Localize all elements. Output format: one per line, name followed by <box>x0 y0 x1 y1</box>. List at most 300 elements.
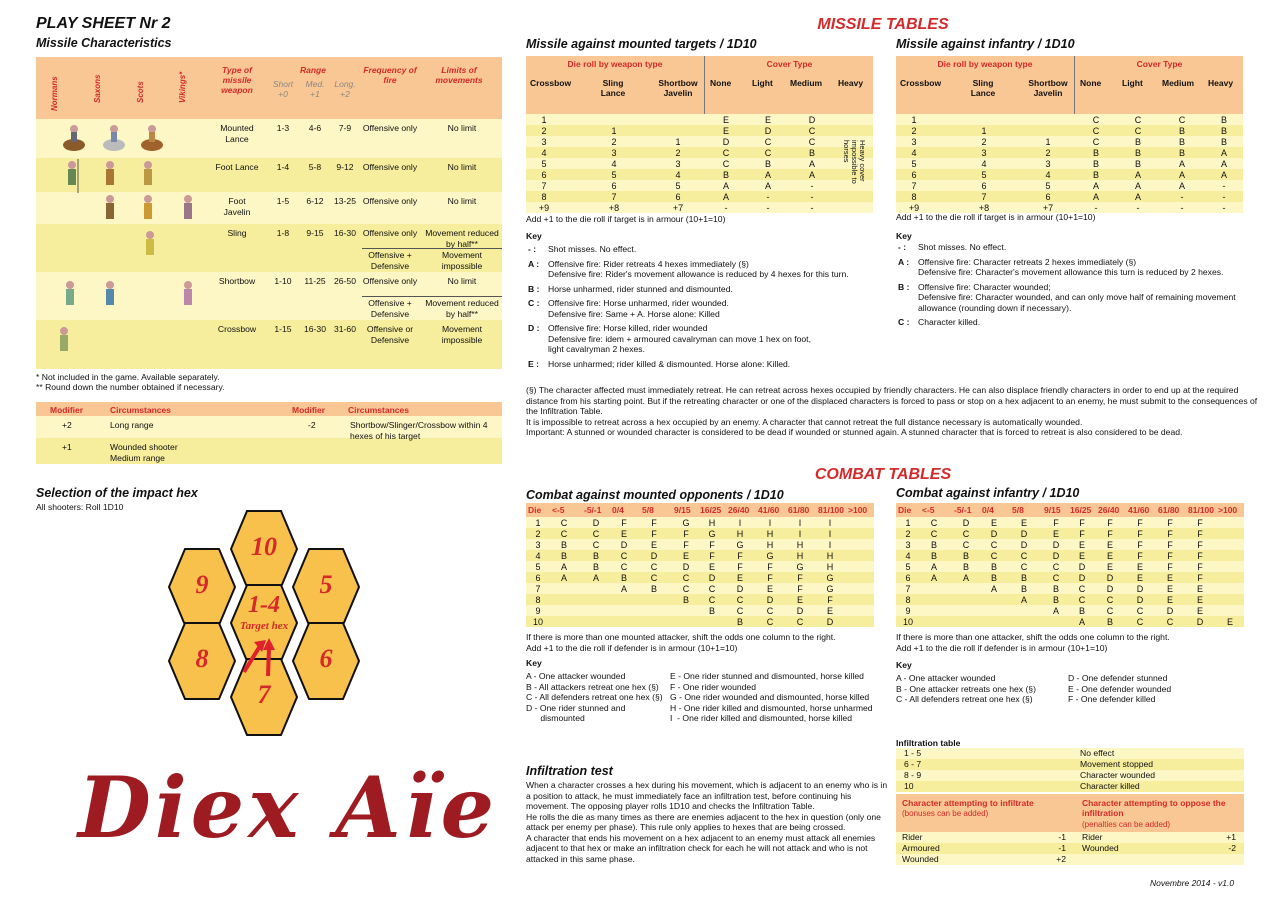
infiltrator-mod-value: -1 <box>1058 843 1066 853</box>
table-cell: - <box>1094 203 1098 213</box>
table-cell: 5 <box>905 562 911 572</box>
table-row <box>896 843 1244 854</box>
table-cell: E <box>1196 606 1203 616</box>
table-cell: A <box>560 573 567 583</box>
table-row <box>896 854 1244 865</box>
mod-circ: Wounded shooter Medium range <box>110 442 178 463</box>
impact-hex-diagram <box>160 510 370 732</box>
infiltration-table <box>896 748 1244 866</box>
column-header: 9/15 <box>674 505 691 515</box>
saxon-archer-figure <box>102 279 118 313</box>
movement-limit: No limit <box>447 196 477 206</box>
table-cell: E <box>1166 595 1173 605</box>
table-cell: D <box>1052 540 1060 550</box>
table-cell: 4 <box>611 159 617 169</box>
table-cell: 2 <box>981 137 987 147</box>
table-cell: +8 <box>608 203 620 213</box>
table-cell: 2 <box>611 137 617 147</box>
table-cell: G <box>766 551 774 561</box>
key-text: light cavalryman 2 hexes. <box>548 344 645 354</box>
table-cell: F <box>1197 540 1203 550</box>
range-med: 4-6 <box>308 123 322 133</box>
range-short: 1-15 <box>274 324 292 334</box>
table-cell: G <box>682 518 690 528</box>
key-text: Offensive fire: Character retreats 2 hexes immediately (§) <box>918 256 1137 267</box>
table-cell: D <box>1052 551 1060 561</box>
table-cell: C <box>1052 562 1060 572</box>
range-long: 16-30 <box>334 228 356 238</box>
col-medium: Medium <box>1162 78 1195 88</box>
table-cell: E <box>990 518 997 528</box>
infiltration-roll: 6 - 7 <box>904 759 922 769</box>
infiltration-paragraph: He rolls the die as many times as there are enemies adjacent to the hex in question (only one attack per enemy per phase). This rule only applies to hexes that are being crossed. <box>526 811 881 832</box>
key-letter: B : <box>898 281 910 292</box>
col-medium: Medium <box>790 78 823 88</box>
column-header: Die <box>898 505 912 515</box>
table-cell: A <box>1020 595 1027 605</box>
table-cell: 4 <box>541 148 547 158</box>
table-cell: 2 <box>1045 148 1051 158</box>
table-cell: F <box>797 573 803 583</box>
range-med: 6-12 <box>306 196 324 206</box>
table-cell: D <box>708 573 716 583</box>
table-cell: - <box>724 203 728 213</box>
table-cell: B <box>1220 137 1227 147</box>
saxon-javelin-figure <box>102 193 118 227</box>
table-cell: E <box>1136 562 1143 572</box>
table-cell: A <box>1134 192 1141 202</box>
table-cell: A <box>722 192 729 202</box>
column-header: Die <box>528 505 542 515</box>
table-cell: A <box>764 181 771 191</box>
table-cell: G <box>826 584 834 594</box>
table-cell: C <box>708 595 716 605</box>
col-crossbow: Crossbow <box>530 78 572 88</box>
range-short: 1-3 <box>276 123 290 133</box>
direction-arrows-icon <box>238 632 288 676</box>
weapon-name: Foot Lance <box>215 162 259 172</box>
table-cell: C <box>1020 551 1028 561</box>
opposer-mod-value: +1 <box>1226 832 1236 842</box>
table-cell: B <box>560 551 567 561</box>
table-cell: C <box>930 518 938 528</box>
table-cell: B <box>722 170 729 180</box>
table-cell: 3 <box>541 137 547 147</box>
table-cell: C <box>620 562 628 572</box>
table-cell: D <box>1020 540 1028 550</box>
table-cell: D <box>962 518 970 528</box>
table-cell: D <box>1196 617 1204 627</box>
col-long: Long. +2 <box>334 79 356 99</box>
page-title: PLAY SHEET Nr 2 <box>36 15 171 32</box>
table-cell: C <box>560 518 568 528</box>
table-cell: B <box>1052 584 1059 594</box>
key-text: F - One defender killed <box>1068 694 1156 704</box>
range-med: 5-8 <box>308 162 322 172</box>
table-cell: F <box>651 518 657 528</box>
col-normans: Normans <box>50 76 59 111</box>
version-footer: Novembre 2014 - v1.0 <box>1150 878 1235 888</box>
table-cell: D <box>808 115 816 125</box>
table-cell: 3 <box>675 159 681 169</box>
circ-head-2: Circumstances <box>348 405 409 415</box>
movement-limit: No limit <box>447 162 477 172</box>
norman-archer-figure <box>62 279 78 313</box>
column-header: 16/25 <box>1070 505 1092 515</box>
table-cell: C <box>592 529 600 539</box>
table-cell: G <box>736 540 744 550</box>
mod-head-2: Modifier <box>292 405 326 415</box>
table-cell: A <box>620 584 627 594</box>
table-cell: A <box>930 573 937 583</box>
hex-5: 5 <box>292 548 360 626</box>
table-cell: 8 <box>541 192 547 202</box>
table-cell: H <box>736 529 744 539</box>
table-cell: B <box>930 540 937 550</box>
key-text: C - All defenders retreat one hex (§) <box>526 692 663 702</box>
table-cell: B <box>1078 606 1085 616</box>
table-cell: C <box>808 126 816 136</box>
table-cell: 5 <box>911 159 917 169</box>
key-letter: C : <box>898 317 910 327</box>
fire-frequency: Offensive + Defensive <box>368 250 412 271</box>
table-cell: D <box>1106 584 1114 594</box>
table-cell: B <box>1134 159 1141 169</box>
rule-paragraph: (§) The character affected must immediately retreat. He can retreat across hexes occupied by friendly characters. He can also displace friendly characters in order to end up at the required distance from his starting point. But if the retreating character or one of the displaced characters is forced to pass or stop on a hex adjacent to an enemy, he must submit to the consequences of the Infiltration Table. <box>526 385 1258 416</box>
table-cell: B <box>708 606 715 616</box>
table-cell: 7 <box>905 584 911 594</box>
missile-characteristics-table <box>36 57 502 369</box>
table-cell: I <box>798 529 802 539</box>
range-short: 1-8 <box>276 228 290 238</box>
combat-infantry-key-left <box>896 673 1066 705</box>
infiltration-roll: 1 - 5 <box>904 748 922 758</box>
column-header: 26/40 <box>1098 505 1120 515</box>
target-hex-label: Target hex <box>239 620 289 632</box>
table-cell: A <box>1178 181 1185 191</box>
col-light: Light <box>1122 78 1143 88</box>
col-sling: Sling Lance <box>970 78 996 98</box>
table-cell: F <box>1167 540 1173 550</box>
table-cell: 8 <box>905 595 911 605</box>
combat-mounted-key-left <box>526 671 666 724</box>
table-cell: I <box>828 540 832 550</box>
table-row <box>896 759 1244 770</box>
table-cell: B <box>1220 126 1227 136</box>
table-cell: B <box>808 148 815 158</box>
table-cell: B <box>764 159 771 169</box>
movement-limit: Movement reduced by half** <box>425 228 499 249</box>
table-cell: 1 <box>535 518 541 528</box>
missile-tables-title: MISSILE TABLES <box>817 16 949 33</box>
table-cell: C <box>796 617 804 627</box>
table-cell: B <box>930 551 937 561</box>
key-letter: D : <box>528 323 540 333</box>
col-freq: Frequency of fire <box>363 65 417 85</box>
table-cell: H <box>796 540 804 550</box>
table-cell: B <box>1220 115 1227 125</box>
col-shortbow: Shortbow Javelin <box>1028 78 1068 98</box>
table-cell: D <box>650 551 658 561</box>
key-label: Key <box>526 658 542 668</box>
table-cell: E <box>722 126 729 136</box>
fire-frequency: Offensive or Defensive <box>366 324 414 345</box>
table-cell: 1 <box>541 115 547 125</box>
table-cell: F <box>1197 518 1203 528</box>
range-long: 13-25 <box>334 196 356 206</box>
table-cell: F <box>621 518 627 528</box>
table-cell: A <box>808 159 815 169</box>
table-cell: G <box>826 573 834 583</box>
table-cell: 3 <box>911 137 917 147</box>
table-cell: B <box>990 573 997 583</box>
table-cell: B <box>962 562 969 572</box>
mod-value: +2 <box>62 420 72 430</box>
movement-limit: No limit <box>447 123 477 133</box>
mod-circ: Shortbow/Slinger/Crossbow within 4 hexes of his target <box>350 420 488 441</box>
table-cell: H <box>826 562 834 572</box>
key-text: Horse unharmed; rider killed & dismounted. Horse alone: Killed. <box>548 358 791 369</box>
infiltrator-mod-name: Wounded <box>902 854 939 864</box>
infiltration-result: Character killed <box>1080 781 1140 791</box>
table-cell: F <box>1167 518 1173 528</box>
table-cell: C <box>1020 562 1028 572</box>
combat-infantry-note-2: Add +1 to the die roll if defender is in armour (10+1=10) <box>896 643 1108 653</box>
opposer-mod-name: Rider <box>1082 832 1103 842</box>
table-cell: A <box>1220 148 1227 158</box>
table-cell: 2 <box>535 529 541 539</box>
infiltration-paragraph: When a character crosses a hex during his movement, which is adjacent to an enemy who is in a position to attack, he must immediately face an infiltration test, before continuing his movement. The opposing player rolls 1D10 and checks the Infiltration Table. <box>526 780 888 811</box>
table-cell: I <box>828 518 832 528</box>
table-cell: C <box>962 540 970 550</box>
table-cell: E <box>1196 584 1203 594</box>
key-text: Horse unharmed, rider stunned and dismounted. <box>548 283 733 294</box>
table-cell: A <box>962 573 969 583</box>
table-cell: A <box>764 170 771 180</box>
key-text: I - One rider killed and dismounted, horse killed <box>670 713 852 723</box>
table-cell: H <box>708 518 716 528</box>
rule-paragraph: Important: A stunned or wounded character is considered to be dead if wounded or stunned again. A stunned character that is forced to retreat is also considered to be dead. <box>526 427 1183 437</box>
table-cell: D <box>592 518 600 528</box>
saxon-cavalry-figure <box>102 121 118 155</box>
table-cell: D <box>764 126 772 136</box>
retreat-rules <box>526 385 1258 438</box>
opposer-mod-name: Wounded <box>1082 843 1119 853</box>
key-text: B - One attacker retreats one hex (§) <box>896 683 1036 694</box>
table-cell: E <box>708 562 715 572</box>
mod-value: +1 <box>62 442 72 452</box>
key-text: H - One rider killed and dismounted, horse unharmed <box>670 702 873 713</box>
table-cell: E <box>1166 573 1173 583</box>
table-cell: E <box>1106 540 1113 550</box>
table-cell: 1 <box>981 126 987 136</box>
col-saxons: Saxons <box>93 74 102 103</box>
table-cell: E <box>1226 617 1233 627</box>
table-cell: A <box>1134 181 1141 191</box>
table-cell: F <box>767 573 773 583</box>
table-cell: B <box>962 551 969 561</box>
weapon-name: Crossbow <box>217 324 257 334</box>
infiltrator-sub: (bonuses can be added) <box>902 809 989 818</box>
table-cell: 10 <box>532 617 543 627</box>
table-cell: C <box>990 551 998 561</box>
key-text: allowance (rounding down if necessary). <box>918 302 1072 313</box>
combat-mounted-note-1: If there is more than one mounted attacker, shift the odds one column to the right. <box>526 632 836 642</box>
table-cell: A <box>560 562 567 572</box>
fire-frequency: Offensive + Defensive <box>368 298 412 319</box>
armour-note: Add +1 to the die roll if target is in armour (10+1=10) <box>896 212 1096 222</box>
col-vikings: Vikings* <box>178 71 187 103</box>
impact-hex-subtitle: All shooters: Roll 1D10 <box>36 502 124 512</box>
table-cell: 5 <box>1045 181 1051 191</box>
table-cell: E <box>826 606 833 616</box>
table-cell: E <box>620 529 627 539</box>
hex-8: 8 <box>168 622 236 700</box>
table-cell: 4 <box>1045 170 1051 180</box>
table-cell: F <box>1137 551 1143 561</box>
table-cell: 3 <box>1045 159 1051 169</box>
infiltrator-mod-name: Rider <box>902 832 923 842</box>
col-scots: Scots <box>136 81 145 103</box>
table-cell: A <box>1078 617 1085 627</box>
table-cell: 6 <box>611 181 617 191</box>
table-cell: C <box>1052 573 1060 583</box>
key-letter: - : <box>898 242 907 252</box>
table-cell: F <box>1079 529 1085 539</box>
missile-mounted-title: Missile against mounted targets / 1D10 <box>526 37 757 51</box>
table-cell: B <box>1092 170 1099 180</box>
key-text: Defensive fire: Character's movement allowance this turn is reduced by 2 hexes. <box>918 267 1224 277</box>
table-cell: C <box>1134 126 1142 136</box>
key-text: G - One rider wounded and dismounted, horse killed <box>670 692 870 702</box>
table-cell: E <box>764 115 771 125</box>
circ-head-1: Circumstances <box>110 405 171 415</box>
table-cell: C <box>930 529 938 539</box>
table-cell: F <box>1137 529 1143 539</box>
table-cell: 6 <box>905 573 911 583</box>
table-cell: C <box>722 148 730 158</box>
table-cell: A <box>1092 192 1099 202</box>
range-med: 11-25 <box>304 276 326 286</box>
table-cell: B <box>620 573 627 583</box>
table-cell: F <box>1053 518 1059 528</box>
infiltration-result: Movement stopped <box>1080 759 1154 769</box>
col-none: None <box>1080 78 1102 88</box>
norman-foot-lance-figure <box>64 159 80 193</box>
infiltrator-mod-value: -1 <box>1058 832 1066 842</box>
range-med: 9-15 <box>306 228 324 238</box>
movement-limit: Movement reduced by half** <box>425 298 499 319</box>
table-cell: +7 <box>1042 203 1054 213</box>
key-letter: B : <box>528 283 540 294</box>
infiltration-table-title: Infiltration table <box>896 738 961 748</box>
table-cell: B <box>1020 584 1027 594</box>
table-cell: 7 <box>535 584 541 594</box>
note-not-included: * Not included in the game. Available separately. <box>36 372 220 382</box>
key-text: Defensive fire: Rider's movement allowance is reduced by 4 hexes for this turn. <box>548 269 849 279</box>
table-cell: C <box>1136 606 1144 616</box>
table-cell: A <box>1220 159 1227 169</box>
key-text: A - One attacker wounded <box>526 671 626 681</box>
col-shortbow: Shortbow Javelin <box>658 78 698 98</box>
col-limits: Limits of movements <box>435 65 483 85</box>
table-cell: C <box>1078 595 1086 605</box>
impact-hex-title: Selection of the impact hex <box>36 486 198 500</box>
col-short: Short +0 <box>272 79 294 99</box>
table-cell: F <box>1197 562 1203 572</box>
column-header: 81/100 <box>1188 505 1214 515</box>
table-row <box>896 832 1244 843</box>
table-cell: A <box>930 562 937 572</box>
col-range: Range <box>300 65 326 75</box>
armour-note: Add +1 to the die roll if target is in armour (10+1=10) <box>526 214 726 224</box>
combat-infantry-table <box>896 503 1244 629</box>
table-cell: H <box>766 529 774 539</box>
table-cell: B <box>682 595 689 605</box>
table-cell: +9 <box>538 203 550 213</box>
table-cell: A <box>1052 606 1059 616</box>
table-cell: - <box>810 203 814 213</box>
col-light: Light <box>752 78 773 88</box>
table-cell: B <box>1092 159 1099 169</box>
table-cell: E <box>1106 551 1113 561</box>
combat-mounted-title: Combat against mounted opponents / 1D10 <box>526 488 784 502</box>
table-cell: F <box>1107 529 1113 539</box>
table-cell: F <box>651 529 657 539</box>
infiltrator-mod-value: +2 <box>1056 854 1066 864</box>
table-row <box>896 781 1244 792</box>
table-cell: +9 <box>908 203 920 213</box>
table-cell: B <box>1052 595 1059 605</box>
table-cell: E <box>1078 540 1085 550</box>
table-cell: 2 <box>541 126 547 136</box>
table-cell: 4 <box>911 148 917 158</box>
combat-mounted-note-2: Add +1 to the die roll if defender is in armour (10+1=10) <box>526 643 738 653</box>
table-cell: F <box>1197 529 1203 539</box>
infiltration-roll: 10 <box>904 781 914 791</box>
row-divider <box>362 296 502 297</box>
table-cell: F <box>683 540 689 550</box>
column-header: 41/60 <box>1128 505 1150 515</box>
infiltration-roll: 8 - 9 <box>904 770 922 780</box>
table-cell: 9 <box>535 606 541 616</box>
table-cell: C <box>592 540 600 550</box>
table-cell: A <box>808 170 815 180</box>
die-roll-head: Die roll by weapon type <box>567 59 663 69</box>
range-long: 9-12 <box>336 162 354 172</box>
row-divider <box>362 248 502 249</box>
table-cell: D <box>1136 584 1144 594</box>
combat-infantry-key-right <box>1068 673 1248 705</box>
range-long: 7-9 <box>338 123 352 133</box>
key-label: Key <box>896 660 912 670</box>
table-cell: F <box>737 551 743 561</box>
table-cell: C <box>1178 115 1186 125</box>
column-header: 81/100 <box>818 505 844 515</box>
table-cell: C <box>736 595 744 605</box>
table-cell: D <box>766 595 774 605</box>
table-cell: C <box>722 159 730 169</box>
table-cell: D <box>826 617 834 627</box>
column-header: 5/8 <box>1012 505 1024 515</box>
table-cell: 1 <box>675 137 681 147</box>
key-text: Offensive fire: Horse unharmed, rider wounded. <box>548 298 729 308</box>
table-cell: H <box>766 540 774 550</box>
table-cell: C <box>808 137 816 147</box>
table-cell: I <box>768 518 772 528</box>
table-cell: F <box>1167 551 1173 561</box>
hex-6: 6 <box>292 622 360 700</box>
